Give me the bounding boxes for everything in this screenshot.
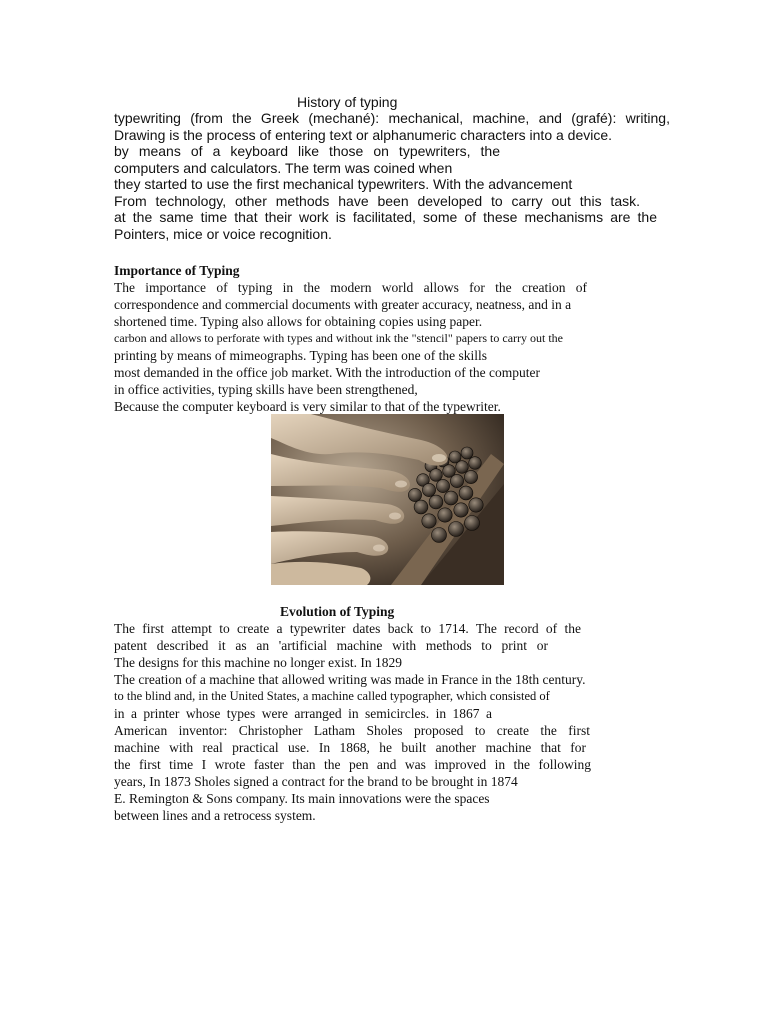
evolution-line: machine with real practical use. In 1868, he built another machine that for [114,740,586,755]
intro-line: at the same time that their work is facilitated, some of these mechanisms are the [114,209,657,225]
intro-line: From technology, other methods have been developed to carry out this task. [114,192,640,209]
evolution-line: between lines and a retrocess system. [114,808,316,823]
intro-line: computers and calculators. The term was coined when [114,159,453,176]
typewriter-photo [271,414,504,585]
importance-line: in office activities, typing skills have been strengthened, [114,382,418,397]
evolution-line: to the blind and, in the United States, a machine called typographer, which consisted of [114,689,550,703]
importance-line: shortened time. Typing also allows for obtaining copies using paper. [114,314,483,329]
evolution-line: in a printer whose types were arranged in semicircles. in 1867 a [114,706,492,721]
evolution-line: patent described it as an 'artificial machine with methods to print or [114,638,548,653]
importance-line: correspondence and commercial documents with greater accuracy, neatness, and in a [114,297,572,312]
importance-line: Because the computer keyboard is very similar to that of the typewriter. [114,399,501,414]
evolution-line: The creation of a machine that allowed writing was made in France in the 18th century. [114,672,586,687]
importance-line: most demanded in the office job market. With the introduction of the computer [114,365,540,380]
evolution-line: years, In 1873 Sholes signed a contract for the brand to be brought in 1874 [114,774,518,789]
intro-paragraph [114,110,670,242]
document-title: History of typing [297,94,398,110]
evolution-line: The designs for this machine no longer exist. In 1829 [114,655,402,670]
evolution-heading: Evolution of Typing [280,604,395,619]
importance-heading: Importance of Typing [114,263,240,278]
intro-line: Drawing is the process of entering text or alphanumeric characters into a device. [114,126,613,143]
intro-line: typewriting (from the Greek (mechané): mechanical, machine, and (grafé): writing, [114,110,670,126]
evolution-paragraph [114,620,629,824]
importance-line: carbon and allows to perforate with types and without ink the "stencil" papers to carry out the [114,331,564,345]
intro-line: Pointers, mice or voice recognition. [114,225,332,242]
evolution-line: The first attempt to create a typewriter dates back to 1714. The record of the [114,621,581,636]
importance-line: The importance of typing in the modern world allows for the creation of [114,280,587,295]
evolution-line: the first time I wrote faster than the pen and was improved in the following [114,757,591,772]
importance-line: printing by means of mimeographs. Typing has been one of the skills [114,348,487,363]
importance-paragraph [114,279,624,415]
evolution-line: E. Remington & Sons company. Its main innovations were the spaces [114,791,490,806]
intro-line: by means of a keyboard like those on typewriters, the [114,143,500,159]
evolution-line: American inventor: Christopher Latham Sholes proposed to create the first [114,723,590,738]
intro-line: they started to use the first mechanical typewriters. With the advancement [114,176,573,192]
